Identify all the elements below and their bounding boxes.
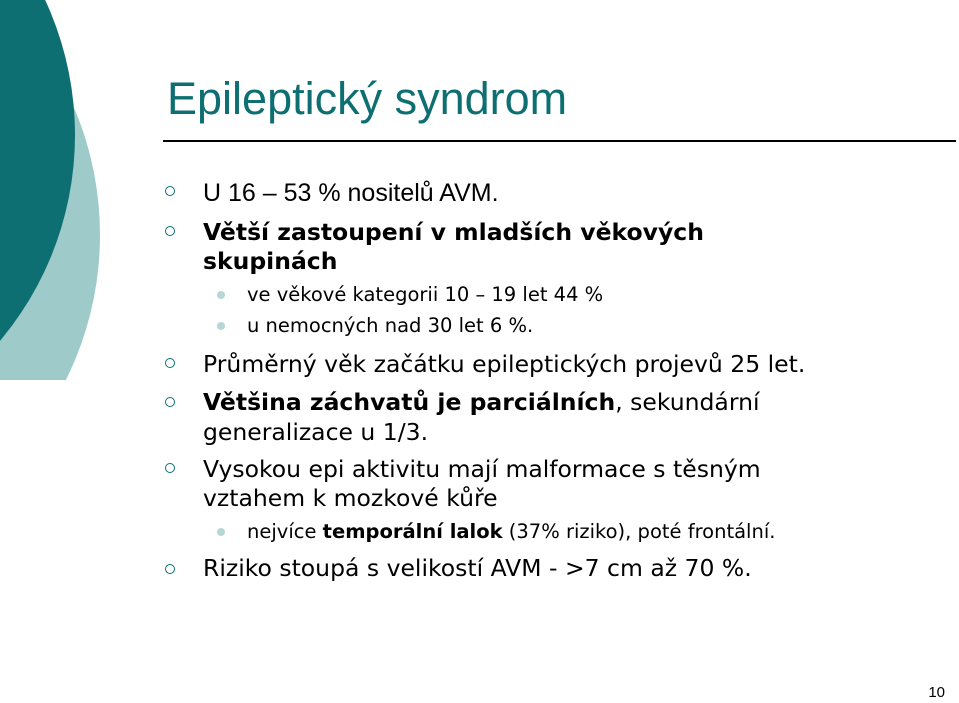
sub-bullet-text-bold: temporální lalok: [322, 520, 503, 543]
circle-bullet-icon: [165, 463, 175, 473]
bullet-text-bold-continuation: skupinách: [203, 247, 338, 275]
bullet-text: [203, 387, 760, 417]
slide-number: 10: [928, 684, 945, 701]
dot-bullet-icon: [217, 528, 225, 536]
dot-bullet-icon: [217, 291, 225, 299]
bullet-text: U 16 – 53 % nositelů AVM.: [203, 179, 499, 207]
sub-bullet-text: [247, 518, 775, 546]
bullet-text-bold: Většina záchvatů je parciálních: [203, 388, 616, 416]
bullet-text: Riziko stoupá s velikostí AVM - >7 cm až 70 %.: [203, 554, 752, 582]
bullet-text: Průměrný věk začátku epileptických projevů 25 let.: [203, 350, 806, 378]
bullet-text-bold: Větší zastoupení v mladších věkových: [203, 218, 704, 246]
dot-bullet-icon: [217, 322, 225, 330]
circle-bullet-icon: [165, 186, 175, 196]
sub-bullet-text: u nemocných nad 30 let 6 %.: [247, 314, 534, 337]
bullet-text: Vysokou epi aktivitu mají malformace s těsným: [203, 455, 761, 483]
sub-bullet-text-pre: nejvíce: [247, 520, 323, 543]
circle-bullet-icon: [165, 564, 175, 574]
circle-bullet-icon: [165, 358, 175, 368]
sub-bullet-text-post: (37% riziko), poté frontální.: [502, 520, 776, 543]
slide-title: Epileptický syndrom: [167, 73, 568, 124]
bullet-text-continuation: generalizace u 1/3.: [203, 418, 429, 446]
sub-bullet-text: ve věkové kategorii 10 – 19 let 44 %: [247, 283, 604, 306]
circle-bullet-icon: [165, 397, 175, 407]
bullet-text-continuation: vztahem k mozkové kůře: [203, 484, 498, 512]
circle-bullet-icon: [165, 226, 175, 236]
title-underline: [163, 140, 956, 142]
decorative-circles: [0, 0, 140, 380]
bullet-text-rest: , sekundární: [615, 388, 760, 416]
